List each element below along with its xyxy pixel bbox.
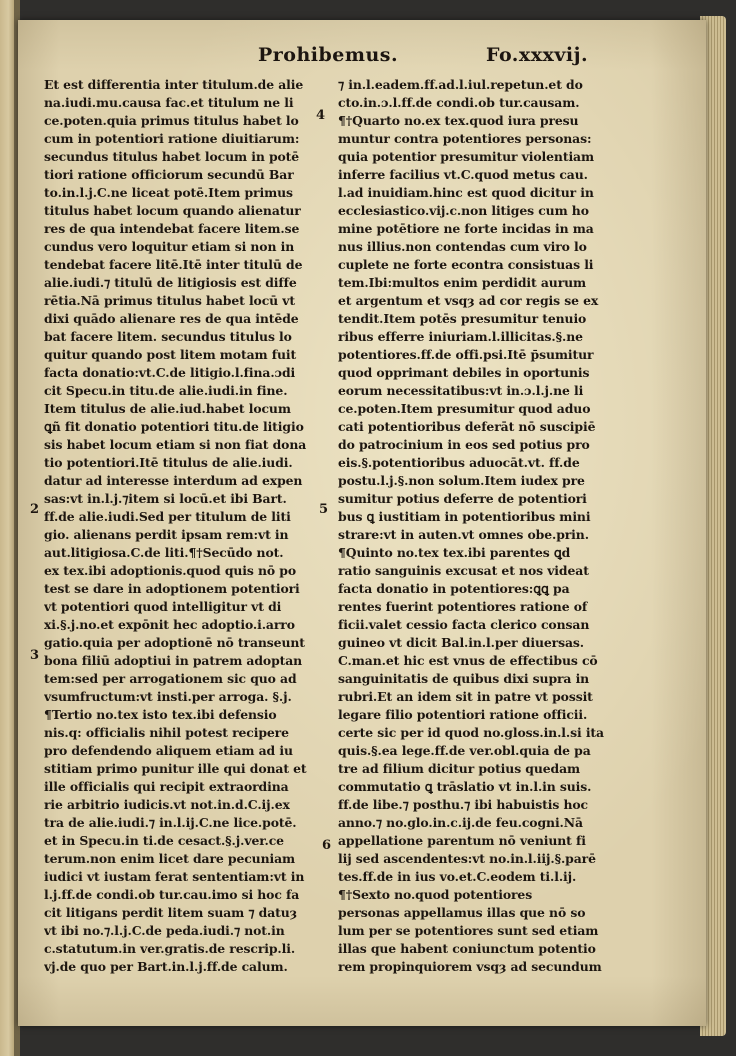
text-line: sis habet locum etiam si non fiat dona bbox=[44, 437, 307, 452]
right-text-column bbox=[338, 76, 626, 976]
text-line: cum in potentiori ratione diuitiarum: bbox=[44, 131, 300, 146]
text-line: ꝗñ fit donatio potentiori titu.de litigio bbox=[44, 419, 304, 434]
text-line: ficii.valet cessio facta clerico consan bbox=[338, 617, 590, 632]
text-line: res de qua intendebat facere litem.se bbox=[44, 221, 300, 236]
text-line: bus ꝗ iustitiam in potentioribus mini bbox=[338, 509, 591, 524]
text-line: bat facere litem. secundus titulus lo bbox=[44, 329, 292, 344]
text-line: tio potentiori.Itē titulus de alie.iudi. bbox=[44, 455, 293, 470]
text-line: legare filio potentiori ratione officii. bbox=[338, 707, 588, 722]
text-line: c.statutum.in ver.gratis.de rescrip.li. bbox=[44, 941, 296, 956]
text-line: quia potentior presumitur violentiam bbox=[338, 149, 594, 164]
text-line: to.in.l.j.C.ne liceat potē.Item primus bbox=[44, 185, 293, 200]
left-text-column bbox=[44, 76, 334, 976]
text-line: ratio sanguinis excusat et nos videat bbox=[338, 563, 589, 578]
text-line: ce.poten.Item presumitur quod aduo bbox=[338, 401, 591, 416]
text-line: tre ad filium dicitur potius quedam bbox=[338, 761, 581, 776]
text-line: ecclesiastico.vij.c.non litiges cum ho bbox=[338, 203, 589, 218]
text-line: sas:vt in.l.j.⁊item si locū.et ibi Bart. bbox=[44, 491, 287, 506]
text-line: ribus efferre iniuriam.l.illicitas.§.ne bbox=[338, 329, 583, 344]
text-line: et argentum et vsqȝ ad cor regis se ex bbox=[338, 293, 599, 308]
text-line: test se dare in adoptionem potentiori bbox=[44, 581, 300, 596]
facing-page-edge bbox=[0, 0, 14, 1056]
text-line: vt potentiori quod intelligitur vt di bbox=[44, 599, 282, 614]
text-line: l.j.ff.de condi.ob tur.cau.imo si hoc fa bbox=[44, 887, 300, 902]
running-head: Prohibemus. bbox=[258, 44, 399, 66]
text-line: titulus habet locum quando alienatur bbox=[44, 203, 301, 218]
margin-number-5: 5 bbox=[319, 502, 329, 517]
text-line: iudici vt iustam ferat sententiam:vt in bbox=[44, 869, 305, 884]
text-line: tiori ratione officiorum secundū Bar bbox=[44, 167, 294, 182]
text-line: vt ibi no.⁊.l.j.C.de peda.iudi.⁊ not.in bbox=[44, 923, 285, 938]
text-line: cuplete ne forte econtra consistuas li bbox=[338, 257, 594, 272]
text-line: eis.§.potentioribus aduocāt.vt. ff.de bbox=[338, 455, 580, 470]
text-line: ff.de libe.⁊ posthu.⁊ ibi habuistis hoc bbox=[338, 797, 588, 812]
text-line: sanguinitatis de quibus dixi supra in bbox=[338, 671, 590, 686]
text-line: potentiores.ff.de offi.psi.Itē p̄sumitur bbox=[338, 347, 594, 362]
text-line: na.iudi.mu.causa fac.et titulum ne li bbox=[44, 95, 294, 110]
text-line: facta donatio:vt.C.de litigio.l.fina.ɔdi bbox=[44, 365, 296, 380]
text-line: facta donatio in potentiores:ꝗꝗ pa bbox=[338, 581, 570, 596]
text-line: quod opprimant debiles in oportunis bbox=[338, 365, 590, 380]
text-line: do patrocinium in eos sed potius pro bbox=[338, 437, 590, 452]
text-line: strare:vt in auten.vt omnes obe.prin. bbox=[338, 527, 589, 542]
text-line: Et est differentia inter titulum.de alie bbox=[44, 77, 304, 92]
text-line: inferre facilius vt.C.quod metus cau. bbox=[338, 167, 588, 182]
text-line: ille officialis qui recipit extraordina bbox=[44, 779, 289, 794]
text-line: quitur quando post litem motam fuit bbox=[44, 347, 297, 362]
text-line: datur ad interesse interdum ad expen bbox=[44, 473, 303, 488]
text-line: rem propinquiorem vsqȝ ad secundum bbox=[338, 959, 602, 974]
text-line: ¶Quinto no.tex tex.ibi parentes ꝗd bbox=[338, 545, 571, 560]
text-line: nis.q: officialis nihil potest recipere bbox=[44, 725, 289, 740]
text-line: postu.l.j.§.non solum.Item iudex pre bbox=[338, 473, 585, 488]
text-line: rētia.Nā primus titulus habet locū vt bbox=[44, 293, 296, 308]
text-line: Item titulus de alie.iud.habet locum bbox=[44, 401, 291, 416]
text-line: bona filiū adoptiui in patrem adoptan bbox=[44, 653, 303, 668]
folio-number: Fo.xxxvij. bbox=[486, 44, 589, 66]
margin-number-6: 6 bbox=[322, 838, 332, 853]
text-line: stitiam primo punitur ille qui donat et bbox=[44, 761, 307, 776]
text-line: ¶†Sexto no.quod potentiores bbox=[338, 887, 533, 902]
text-line: ¶†Quarto no.ex tex.quod iura presu bbox=[338, 113, 579, 128]
margin-number-4: 4 bbox=[316, 108, 326, 123]
text-line: ⁊ in.l.eadem.ff.ad.l.iul.repetun.et do bbox=[338, 77, 583, 92]
text-line: ¶Tertio no.tex isto tex.ibi defensio bbox=[44, 707, 277, 722]
text-line: guineo vt dicit Bal.in.l.per diuersas. bbox=[338, 635, 584, 650]
text-line: personas appellamus illas que nō so bbox=[338, 905, 586, 920]
text-line: appellatione parentum nō veniunt fi bbox=[338, 833, 586, 848]
text-line: cit litigans perdit litem suam ⁊ datuȝ bbox=[44, 905, 298, 920]
text-line: rentes fuerint potentiores ratione of bbox=[338, 599, 588, 614]
text-line: anno.⁊ no.glo.in.c.ij.de feu.cogni.Nā bbox=[338, 815, 583, 830]
text-line: alie.iudi.⁊ titulū de litigiosis est diffe bbox=[44, 275, 297, 290]
text-line: xi.§.j.no.et expōnit hec adoptio.i.arro bbox=[44, 617, 295, 632]
text-line: lum per se potentiores sunt sed etiam bbox=[338, 923, 599, 938]
text-line: tra de alie.iudi.⁊ in.l.ij.C.ne lice.potē. bbox=[44, 815, 297, 830]
text-line: pro defendendo aliquem etiam ad iu bbox=[44, 743, 293, 758]
margin-number-2: 2 bbox=[30, 502, 40, 517]
text-line: certe sic per id quod no.gloss.in.l.si ita bbox=[338, 725, 604, 740]
text-line: gatio.quia per adoptionē nō transeunt bbox=[44, 635, 305, 650]
text-line: ex tex.ibi adoptionis.quod quis nō po bbox=[44, 563, 297, 578]
text-line: cati potentioribus deferāt nō suscipiē bbox=[338, 419, 596, 434]
page-header bbox=[18, 44, 706, 74]
text-line: C.man.et hic est vnus de effectibus cō bbox=[338, 653, 598, 668]
text-line: lij sed ascendentes:vt no.in.l.iij.§.parē bbox=[338, 851, 596, 866]
text-line: cundus vero loquitur etiam si non in bbox=[44, 239, 295, 254]
text-line: eorum necessitatibus:vt in.ɔ.l.j.ne li bbox=[338, 383, 584, 398]
text-line: cto.in.ɔ.l.ff.de condi.ob tur.causam. bbox=[338, 95, 580, 110]
margin-number-3: 3 bbox=[30, 648, 40, 663]
text-line: vj.de quo per Bart.in.l.j.ff.de calum. bbox=[44, 959, 288, 974]
text-line: terum.non enim licet dare pecuniam bbox=[44, 851, 296, 866]
text-line: rubri.Et an idem sit in patre vt possit bbox=[338, 689, 593, 704]
text-line: tendebat facere litē.Itē inter titulū de bbox=[44, 257, 303, 272]
text-line: rie arbitrio iudicis.vt not.in.d.C.ij.ex bbox=[44, 797, 290, 812]
text-line: sumitur potius deferre de potentiori bbox=[338, 491, 587, 506]
text-line: cit Specu.in titu.de alie.iudi.in fine. bbox=[44, 383, 288, 398]
book-page bbox=[18, 20, 706, 1026]
text-line: nus illius.non contendas cum viro lo bbox=[338, 239, 587, 254]
text-line: quis.§.ea lege.ff.de ver.obl.quia de pa bbox=[338, 743, 591, 758]
text-line: commutatio ꝗ trāslatio vt in.l.in suis. bbox=[338, 779, 592, 794]
text-line: muntur contra potentiores personas: bbox=[338, 131, 592, 146]
text-line: illas que habent coniunctum potentio bbox=[338, 941, 596, 956]
text-line: mine potētiore ne forte incidas in ma bbox=[338, 221, 594, 236]
text-line: et in Specu.in ti.de cesact.§.j.ver.ce bbox=[44, 833, 284, 848]
text-line: l.ad inuidiam.hinc est quod dicitur in bbox=[338, 185, 594, 200]
text-line: gio. alienans perdit ipsam rem:vt in bbox=[44, 527, 289, 542]
text-line: vsumfructum:vt insti.per arroga. §.j. bbox=[44, 689, 292, 704]
text-line: ce.poten.quia primus titulus habet lo bbox=[44, 113, 299, 128]
text-line: tendit.Item potēs presumitur tenuio bbox=[338, 311, 587, 326]
text-line: aut.litigiosa.C.de liti.¶†Secūdo not. bbox=[44, 545, 284, 560]
text-line: secundus titulus habet locum in potē bbox=[44, 149, 300, 164]
text-line: ff.de alie.iudi.Sed per titulum de liti bbox=[44, 509, 291, 524]
text-line: tem.Ibi:multos enim perdidit aurum bbox=[338, 275, 587, 290]
text-line: dixi quādo alienare res de qua intēde bbox=[44, 311, 299, 326]
text-line: tem:sed per arrogationem sic quo ad bbox=[44, 671, 297, 686]
text-line: tes.ff.de in ius vo.et.C.eodem ti.l.ij. bbox=[338, 869, 577, 884]
